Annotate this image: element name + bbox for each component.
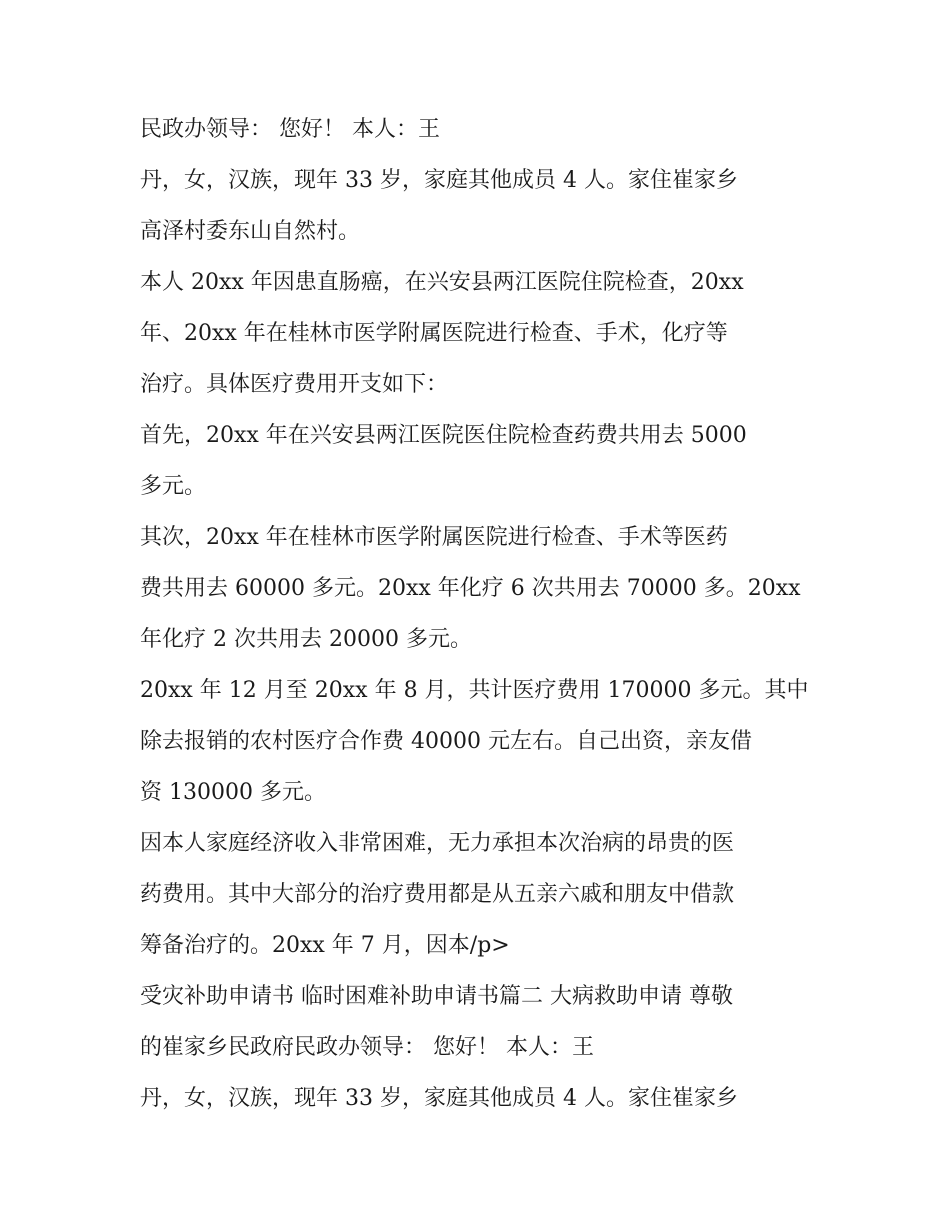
- text-line: 筹备治疗的。20xx 年 7 月，因本/p>: [140, 933, 510, 958]
- text-line: 本人 20xx 年因患直肠癌，在兴安县两江医院住院检查，20xx: [140, 270, 744, 295]
- text-line: 费共用去 60000 多元。20xx 年化疗 6 次共用去 70000 多。20xx: [140, 576, 801, 601]
- text-line: 高泽村委东山自然村。: [140, 219, 361, 244]
- text-line: 多元。: [140, 474, 207, 499]
- text-line: 受灾补助申请书 临时困难补助申请书篇二 大病救助申请 尊敬: [140, 984, 733, 1009]
- text-line: 的崔家乡民政府民政办领导： 您好！ 本人：王: [140, 1035, 594, 1060]
- text-line: 首先，20xx 年在兴安县两江医院医住院检查药费共用去 5000: [140, 423, 747, 448]
- text-line: 民政办领导： 您好！ 本人：王: [140, 117, 440, 142]
- text-line: 丹，女，汉族，现年 33 岁，家庭其他成员 4 人。家住崔家乡: [140, 168, 738, 193]
- text-line: 丹，女，汉族，现年 33 岁，家庭其他成员 4 人。家住崔家乡: [140, 1086, 738, 1111]
- text-line: 年、20xx 年在桂林市医学附属医院进行检查、手术，化疗等: [140, 321, 728, 346]
- text-line: 年化疗 2 次共用去 20000 多元。: [140, 627, 472, 652]
- text-line: 其次，20xx 年在桂林市医学附属医院进行检查、手术等医药: [140, 525, 728, 550]
- text-line: 20xx 年 12 月至 20xx 年 8 月，共计医疗费用 170000 多元。其中: [140, 678, 809, 703]
- text-line: 除去报销的农村医疗合作费 40000 元左右。自己出资，亲友借: [140, 729, 752, 754]
- text-line: 因本人家庭经济收入非常困难，无力承担本次治病的昂贵的医: [140, 831, 735, 856]
- text-line: 药费用。其中大部分的治疗费用都是从五亲六戚和朋友中借款: [140, 882, 735, 907]
- text-line: 资 130000 多元。: [140, 780, 326, 805]
- text-line: 治疗。具体医疗费用开支如下：: [140, 372, 449, 397]
- document-body: [140, 104, 830, 1124]
